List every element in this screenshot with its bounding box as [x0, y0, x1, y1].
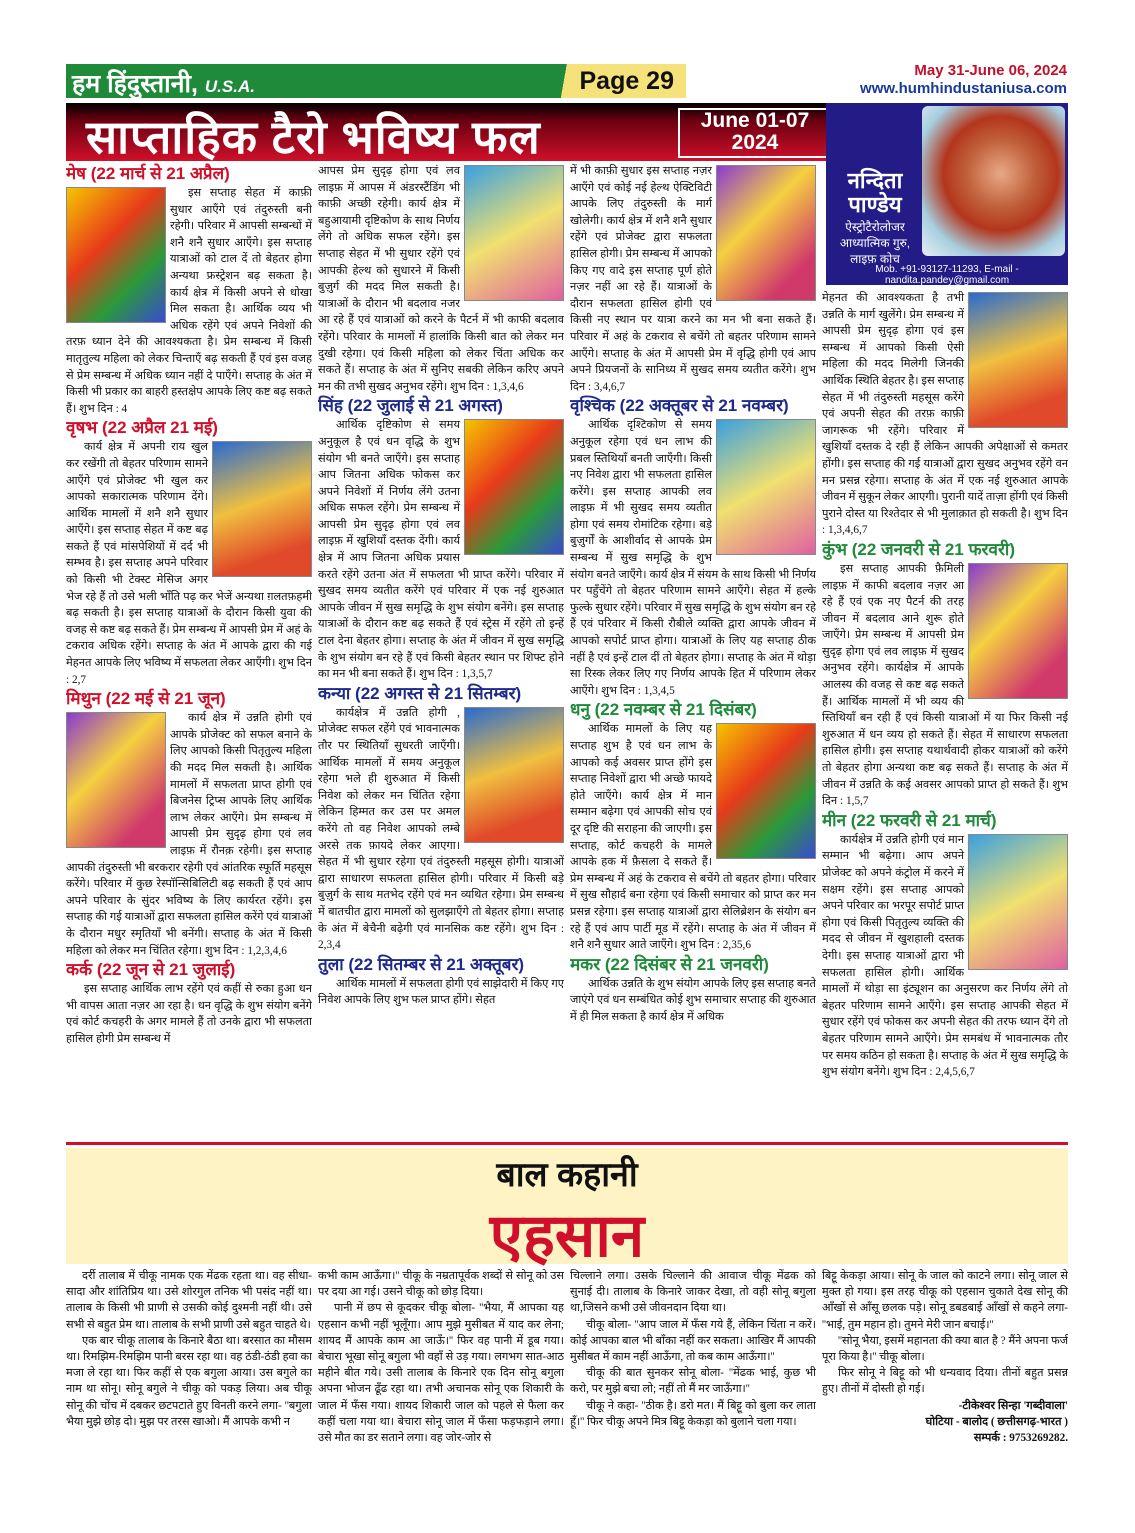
author-profile — [826, 103, 1068, 285]
masthead-bar — [66, 64, 686, 98]
brand-name — [72, 66, 255, 100]
horoscope-text — [66, 439, 312, 688]
horoscope-text — [318, 976, 564, 1009]
horoscope-text — [822, 832, 1068, 1081]
author-photo — [922, 106, 1065, 256]
tarot-card-icon — [212, 441, 312, 577]
horoscope-text — [570, 417, 816, 699]
tarot-card-icon — [464, 707, 564, 843]
tarot-card-icon — [968, 834, 1068, 970]
horoscope-text — [822, 290, 1068, 539]
horoscope-column — [318, 163, 564, 1138]
horoscope-text-body: कार्यक्षेत्र में उन्नति होगी एवं मान सम्मान भी बढ़ेगा। आप अपने प्रोजेक्ट को अपने कंट्रोल में करने में सक्षम रहेंगे। इस सप्ताह आपको अपने परिवार का भरपूर सपोर्ट प्राप्त होगा एवं किसी पितृतुल्य व्यक्ति की मदद से जीवन में खुशहाली दस्तक देगी। इस सप्ताह यात्राओं द्वारा भी सफलता हासिल होगी। आर्थिक मामलों में थोड़ा सा इंट्यूशन का अनुसरण कर निर्णय लेंगे तो बेहतर परिणाम सामने आएँगे। इस सप्ताह आपकी सेहत में सुधार रहेंगे एवं फोकस कर अपनी सेहत की तरफ ध्यान देंगे तो बेहतर परिणाम सामने आएँगे। प्रेम समबंध में भावनात्मक तौर पर समय कठिन हो सकता है। सप्ताह के अंत में सुख समृद्धि के शुभ संयोग बनेंगे। शुभ दिन : 2,4,5,6,7 — [822, 833, 1068, 1079]
story-paragraph: एक बार चीकू तालाब के किनारे बैठा था। बरसात का मौसम था। रिमझिम-रिमझिम पानी बरस रहा था। वह ठंडी-ठंडी हवा का मजा ले रहा था। फिर कहीं से एक बगुला आया। उस बगुले का नाम था सोनू। सोनू बगुले ने चीकू को पकड़ लिया। अब चीकू सोनू की चोंच में दबकर छटपटाते हुए विनती करने लगा- ''बगुला भैया मुझे छोड़ दो। मुझ पर तरस खाओ। मैं आपके कभी न — [66, 1334, 312, 1428]
story-column — [318, 1268, 564, 1480]
tarot-card-icon — [716, 419, 816, 555]
author-name — [830, 169, 920, 217]
horoscope-text — [318, 705, 564, 954]
zodiac-heading: कुंभ (22 जनवरी से 21 फरवरी) — [822, 539, 1015, 559]
horoscope-text — [570, 721, 816, 953]
horoscope-column — [66, 163, 312, 1138]
horoscope-text-body: कार्य क्षेत्र में अपनी राय खुल कर रखेंगी तो बेहतर परिणाम सामने आएँगे एवं प्रोजेक्ट भी खुल कर आपको सकारात्मक परिणाम देंगे। आर्थिक मामलों में शनै शनै सुधार आएँगे। इस सप्ताह सेहत में कष्ट बढ़ सकते हैं एवं मांसपेशियों में दर्द भी सम्भव है। इस सप्ताह अपने परिवार को किसी भी टेक्स्ट मेसिज अगर भेज रहे हैं तो उसे भली भाँति पढ़ कर भेजें अन्यथा ग़लतफ़हमी बढ़ सकती है। इस सप्ताह यात्राओं के दौरान किसी युवा की वजह से कष्ट बढ़ सकते हैं। प्रेम सम्बन्ध में आपसी प्रेम में अहं के टकराव अधिक रहेंगे। सप्ताह के अंत में आपके द्वारा की गई मेहनत आपके लिए भविष्य में सफलता लेकर आएँगी। शुभ दिन : 2,7 — [66, 441, 312, 686]
story-title: एहसान — [489, 1202, 645, 1269]
tarot-card-icon — [66, 712, 166, 848]
zodiac-heading: वृषभ (22 अप्रैल 21 मई) — [66, 418, 218, 438]
section-divider — [66, 1142, 1068, 1145]
author-role: ऐस्ट्रोटैरोलोजर — [845, 220, 905, 234]
zodiac-heading: मेष (22 मार्च से 21 अप्रैल) — [66, 164, 230, 183]
tarot-card-icon — [968, 292, 1068, 428]
horoscope-text — [822, 561, 1068, 810]
zodiac-heading: वृश्चिक (22 अक्तूबर से 21 नवम्बर) — [570, 396, 789, 416]
story-header — [66, 1148, 1068, 1269]
tarot-card-icon — [464, 419, 564, 555]
horoscope-text-body: आर्थिक दृश्टिकोण से समय अनुकूल रहेगा एवं धन लाभ की प्रबल स्तिथियाँ बनती जाएँगी। किसी नए निवेश द्वारा भी सफलता हासिल करेंगे। इस सप्ताह आपकी लव लाइफ़ में भी सुखद समय व्यतीत होगा एवं समय रोमांटिक रहेगा। बड़े बुज़ुर्गों के आशीर्वाद से आपके प्रेम सम्बन्ध में सुख समृद्धि के शुभ संयोग बनते जाएँगे। कार्य क्षेत्र में संयम के साथ किसी भी निर्णय पर पहुँचेंगे तो बेहतर परिणाम सामने आएँगे। सेहत में हल्के फुल्के सुधार रहेंगे। परिवार में सुख समृद्धि के शुभ संयोग बन रहे हैं एवं परिवार में किसी रौबीले व्यक्ति द्वारा आपके जीवन में आपको सपोर्ट प्राप्त होगा। यात्राओं के लिए यह सप्ताह ठीक नहीं है एवं इन्हें टाल दीं तो बेहतर होगा। सप्ताह के अंत में थोड़ा सा रिस्क लेकर लिए गए निर्णय आपके हित में परिणाम लेकर आएँगे। शुभ दिन : 1,3,4,5 — [570, 419, 816, 697]
page-title: साप्ताहिक टैरो भविष्य फल — [86, 111, 541, 163]
story-paragraph: चीकू की बात सुनकर सोनू बोला- ''मेंढक भाई, कुछ भी करो, पर मुझे बचा लो; नहीं तो मैं मर जाऊँगा।'' — [570, 1367, 816, 1396]
author-role: आध्यात्मिक गुरु, — [839, 236, 911, 250]
week-year: 2024 — [731, 131, 779, 154]
story-paragraph: चीकू ने कहा- ''ठीक है। डरो मत। मैं बिट्टू को बुला कर लाता हूँ।'' फिर चीकू अपने मित्र बिट्टू केकड़ा को बुलाने चला गया। — [570, 1399, 816, 1428]
story-kicker: बाल कहानी — [496, 1156, 638, 1194]
horoscope-text-body: कार्यक्षेत्र में उन्नति होगी , प्रोजेक्ट सफल रहेंगे एवं भावनात्मक तौर पर स्थितियाँ सुधरती जाएँगी। आर्थिक मामलों में समय अनुकूल रहेगा भले ही शुरुआत में किसी निवेश को लेकर मन चिंतित रहेगा लेकिन हिम्मत कर उस पर अमल करेंगे तो वह निवेश आपको लम्बे अरसे तक फ़ायदे लेकर आएगा। सेहत में भी सुधार रहेगा एवं तंदुरुस्ती महसूस होगी। यात्राओं द्वारा साधारण सफलता हासिल होगी। परिवार में किसी बड़े बुज़ुर्ग के साथ मतभेद रहेंगे एवं मन व्यथित रहेगा। प्रेम सम्बन्ध में बातचीत द्वारा मामलों को सुलझाएँगे तो बेहतर होगा। सप्ताह के अंत में बेचैनी बढ़ेगी एवं मानसिक कष्ट रहेंगे। शुभ दिन : 2,3,4 — [318, 706, 564, 952]
tarot-card-icon — [464, 165, 564, 301]
zodiac-heading: तुला (22 सितम्बर से 21 अक्तूबर) — [318, 954, 525, 974]
horoscope-text-body: आपस प्रेम सुदृढ़ होगा एवं लव लाइफ़ में आपस में अंडरस्टैंडिंग भी काफ़ी अच्छी रहेगी। कार्य क्षेत्र में बहुआयामी दृष्टिकोण के साथ निर्णय लेंगे तो अधिक सफल रहेंगे। इस सप्ताह सेहत में भी सुधार रहेंगे एवं आपकी हेल्थ को सुधारने में किसी बुज़ुर्ग की मदद मिल सकती है। यात्राओं के दौरान भी बदलाव नजर आ रहे हैं एवं यात्राओं को करने के पैटर्न में भी काफी बदलाव रहेंगे। परिवार के मामलों में हालांकि किसी बात को लेकर मन दुखी रहेगा। एवं किसी महिला को लेकर चिंता अधिक कर सकते हैं। सप्ताह के अंत में सुनिए सबकी लेकिन करिए अपने मन की तभी सुखद अनुभव रहेंगे। शुभ दिन : 1,3,4,6 — [318, 165, 564, 393]
tarot-card-icon — [66, 187, 166, 323]
author-contact: Mob. +91-93127-11293, E-mail - nandita.pandey@gmail.com — [875, 264, 1019, 286]
tarot-card-icon — [716, 723, 816, 859]
zodiac-heading: मिथुन (22 मई से 21 जून) — [66, 689, 226, 709]
story-paragraph: चिल्लाने लगा। उसके चिल्लाने की आवाज चीकू मेंढक को सुनाई दी। तालाब के किनारे जाकर देखा, तो वही सोनू बगुला था,जिसने कभी उसे जीवनदान दिया था। — [570, 1270, 816, 1315]
page-number: Page 29 — [579, 67, 674, 95]
tarot-card-icon — [716, 165, 816, 301]
week-range: June 01-07 — [700, 109, 810, 132]
horoscope-text-body: इस सप्ताह आर्थिक लाभ रहेंगे एवं कहीं से रुका हुआ धन भी वापस आता नज़र आ रहा है। धन वृद्धि के शुभ संयोग बनेंगे एवं कोर्ट कचहरी के अगर मामले हैं तो उनके द्वारा भी सफलता हासिल होगी प्रेम सम्बन्ध में — [66, 983, 312, 1045]
zodiac-heading: मीन (22 फरवरी से 21 मार्च) — [822, 810, 997, 830]
author-role: लाइफ़ कोच — [850, 252, 900, 266]
story-column — [822, 1268, 1068, 1480]
horoscope-text-body: आर्थिक दृष्टिकोण से समय अनुकूल है एवं धन वृद्धि के शुभ संयोग भी बनते जाएँगे। इस सप्ताह आप जितना अधिक फोकस कर अपने निवेशों में निर्णय लेंगे उतना अधिक सफल रहेंगे। प्रेम सम्बन्ध में आपसी प्रेम सुदृढ़ होगा एवं लव लाइफ़ में खुशियाँ दस्तक देंगी। कार्य क्षेत्र में आप जितना अधिक प्रयास करते रहेंगे उतना अंत में सफलता भी प्राप्त करेंगे। परिवार में सुखद समय व्यतीत करेंगे एवं परिवार में एक नई शुरुआत आपके जीवन में सुख समृद्धि के शुभ संयोग बनेंगे। इस सप्ताह यात्राओं के दौरान कष्ट बढ़ सकते हैं एवं स्ट्रेस में रहेंगे तो इन्हें टाल देना बेहतर होगा। सप्ताह के अंत में जीवन में सुख समृद्धि के शुभ संयोग बन रहे हैं एवं किसी बेहतर स्थान पर शिफ्ट होने का मन भी बना सकते हैं। शुभ दिन : 1,3,5,7 — [318, 419, 564, 681]
story-column — [66, 1268, 312, 1480]
author-roles — [828, 219, 922, 267]
horoscope-banner — [66, 103, 912, 161]
zodiac-heading: कन्या (22 अगस्त से 21 सितम्बर) — [318, 683, 522, 703]
story-paragraph: पानी में छप से कूदकर चीकू बोला- ''भैया, मैं आपका यह एहसान कभी नहीं भूलूँगा। आप मुझे मुसीबत में याद कर लेना; शायद मैं आपके काम आ जाऊँ।'' फिर वह पानी में डूब गया। बेचारा भूखा सोनू बगुला भी वहाँ से उड़ गया। लगभग सात-आठ महीने बीत गये। उसी तालाब के किनारे एक दिन सोनू बगुला अपना भोजन ढूँढ रहा था। तभी अचानक सोनू एक शिकारी के जाल में फँस गया। शायद शिकारी जाल को पहले से फैला कर कहीं चला गया था। बेचारा सोनू जाल में फँसा फड़फड़ाने लगा। उसे मौत का डर सताने लगा। वह जोर-जोर से — [318, 1302, 564, 1445]
zodiac-heading: मकर (22 दिसंबर से 21 जनवरी) — [570, 954, 769, 974]
story-signature-author: -टीकेश्वर सिन्हा 'गब्दीवाला' — [958, 1399, 1068, 1412]
horoscope-text-body: आर्थिक उन्नति के शुभ संयोग आपके लिए इस सप्ताह बनते जाएंगे एवं धन सम्बंधित कोई शुभ समाचार सप्ताह की शुरुआत में ही मिल सकता है कार्य क्षेत्र में अधिक — [570, 977, 816, 1023]
story-column — [570, 1268, 816, 1480]
issue-date: May 31-June 06, 2024 — [914, 62, 1067, 79]
horoscope-text — [570, 976, 816, 1026]
horoscope-text — [570, 163, 816, 395]
zodiac-heading: कर्क (22 जून से 21 जुलाई) — [66, 960, 236, 980]
horoscope-text — [318, 163, 564, 395]
website-link[interactable]: www.humhindustaniusa.com — [860, 80, 1067, 97]
story-paragraph: दर्री तालाब में चीकू नामक एक मेंढक रहता था। वह सीधा-सादा और शांतिप्रिय था। उसे शोरगुल तनिक भी पसंद नहीं था। तालाब के किसी भी प्राणी से उसकी कोई दुश्मनी नहीं थी। उसे सभी से बहुत प्रेम था। तालाब के सभी प्राणी उसे बहुत चाहते थे। — [66, 1270, 312, 1331]
story-paragraph: फिर सोनू ने बिट्टू को भी धन्यवाद दिया। तीनों बहुत प्रसन्न हुए। तीनों में दोस्ती हो गई। — [822, 1367, 1068, 1396]
horoscope-column — [570, 163, 816, 1138]
story-signature-contact: सम्पर्क : 9753269282. — [973, 1432, 1068, 1445]
horoscope-text-body: आर्थिक मामलों में सफलता होगी एवं साझेदारी में किए गए निवेश आपके लिए शुभ फल प्राप्त होंगे। सेहत — [318, 977, 564, 1007]
author-first-name: नन्दिता — [847, 168, 903, 193]
story-paragraph: कभी काम आऊँगा।'' चीकू के नम्रतापूर्वक शब्दों से सोनू को उस पर दया आ गई। उसने चीकू को छोड़ दिया। — [318, 1270, 564, 1299]
horoscope-text-body: इस सप्ताह आपकी फ़ैमिली लाइफ़ में काफी बदलाव नज़र आ रहे हैं एवं एक नए पैटर्न की तरह जीवन में बदलाव आने शुरू होते जाएँगे। प्रेम सम्बन्ध में आपसी प्रेम सुदृढ़ होगा एवं लव लाइफ़ में सुखद अनुभव रहेंगे। कार्यक्षेत्र में आपके आलस्य की वजह से कष्ट बढ़ सकते हैं। आर्थिक मामलों में भी व्यय की स्तिथियाँ बन रही हैं एवं किसी यात्राओं में या फिर किसी नई शुरुआत में धन व्यय हो सकते हैं। सेहत में साधारण सफलता हासिल होगी। इस सप्ताह यथार्थवादी होकर यात्राओं को करेंगे तो बेहतर होगा अन्यथा कष्ट बढ़ सकते हैं। सप्ताह के अंत में जीवन में उन्नति के कई अवसर आपको प्राप्त हो सकते हैं। शुभ दिन : 1,5,7 — [822, 562, 1068, 808]
tarot-card-icon — [968, 563, 1068, 699]
horoscope-text — [66, 981, 312, 1047]
horoscope-text — [318, 417, 564, 683]
horoscope-text-body: आर्थिक मामलों के लिए यह सप्ताह शुभ है एवं धन लाभ के आपको कई अवसर प्राप्त होंगे इस सप्ताह निवेशों द्वारा भी अच्छे फायदे होते जाएँगे। कार्य क्षेत्र में मान सम्मान बढ़ेगा एवं आपकी सोच एवं दूर दृष्टि की सराहना की जाएगी। इस सप्ताह, कोर्ट कचहरी के मामले आपके हक में फ़ैसला दे सकते हैं। प्रेम सम्बन्ध में अहं के टकराव से बचेंगे तो बहतर होगा। परिवार में सुख सौहार्द बना रहेगा एवं किसी समाचार को प्राप्त कर मन प्रसन्न रहेगा। इस सप्ताह यात्राओं द्वारा सेलिब्रेशन के संयोग बन रहे हैं एवं आप पार्टी मूड में रहेंगे। सप्ताह के अंत में जीवन में शनै शनै सुधार आते जाएँगे। शुभ दिन : 2,35,6 — [570, 723, 816, 952]
story-signature-place: घोटिया - बालोद ( छत्तीसगढ़-भारत ) — [925, 1415, 1068, 1428]
horoscope-text — [66, 185, 312, 417]
horoscope-text — [66, 710, 312, 959]
horoscope-text-body: कार्य क्षेत्र में उन्नति होगी एवं आपके प्रोजेक्ट को सफल बनाने के लिए आपको किसी पितृतुल्य महिला की मदद मिल सकती है। आर्थिक मामलों में सफलता प्राप्त होगी एवं बिजनेस ट्रिप्स आपके लिए आर्थिक लाभ लेकर आएँगे। प्रेम सम्बन्ध में आपसी प्रेम सुदृढ़ होगा एवं लव लाइफ़ में रौनक़ रहेगी। इस सप्ताह आपकी तंदुरुस्ती भी बरकरार रहेगी एवं आंतरिक स्फूर्ति महसूस करेंगे। परिवार में कुछ रेस्पॉन्सिबिलिटी बढ़ सकती हैं एवं आप अपने परिवार के सुंदर भविष्य के लिए कार्यरत रहेंगे। इस सप्ताह की गई यात्राओं द्वारा सफलता हासिल करेंगे एवं यात्राओं के दौरान मधुर स्मृतियाँ भी बनेंगी। सप्ताह के अंत में किसी महिला को लेकर मन चिंतित रहेगा। शुभ दिन : 1,2,3,4,6 — [66, 712, 312, 957]
zodiac-heading: सिंह (22 जुलाई से 21 अगस्त) — [318, 396, 503, 416]
horoscope-column — [822, 290, 1068, 1138]
story-paragraph: बिट्टू केकड़ा आया। सोनू के जाल को काटने लगा। सोनू जाल से मुक्त हो गया। इस तरह चीकू को एहसान चुकाते देख सोनू की आँखों से आँसू छलक पड़े। सोनू डबडबाई आँखों से कहने लगा- ''भाई, तुम महान हो। तुमने मेरी जान बचाई।'' — [822, 1270, 1068, 1331]
brand-text: हम हिंदुस्तानी, — [72, 70, 198, 98]
author-last-name: पाण्डेय — [848, 192, 902, 217]
zodiac-heading: धनु (22 नवम्बर से 21 दिसंबर) — [570, 700, 757, 720]
brand-suffix: U.S.A. — [204, 77, 255, 96]
horoscope-text-body: मेहनत की आवश्यकता है तभी उन्नति के मार्ग खुलेंगे। प्रेम सम्बन्ध में आपसी प्रेम सुदृढ़ होगा एवं इस सम्बन्ध में आपको किसी ऐसी महिला की मदद मिलेगी जिनकी आर्थिक स्थिति बेहतर है। इस सप्ताह सेहत में भी तंदुरुस्ती महसूस करेंगे एवं अपनी सेहत की तरफ़ काफ़ी जागरूक भी रहेंगे। परिवार में खुशियाँ दस्तक दे रही हैं लेकिन आपकी अपेक्षाओं से कमतर होंगी। इस सप्ताह की गई यात्राओं द्वारा सुखद अनुभव रहेंगे वन मन प्रसन्न रहेगा। सप्ताह के अंत में एक नई शुरुआत आपके जीवन में सुकून लेकर आएगी। पुरानी यादें ताज़ा होंगी एवं किसी पुराने दोस्त या रिश्तेदार से भी मुलाक़ात हो सकती है। शुभ दिन : 1,3,4,6,7 — [822, 292, 1068, 537]
horoscope-text-body: इस सप्ताह सेहत में काफ़ी सुधार आएँगे एवं तंदुरुस्ती बनी रहेगी। परिवार में आपसी सम्बन्धों में शनै शनै सुधार आएँगे। इस सप्ताह यात्राओं को टाल दें तो बेहतर होगा अन्यथा फ्रस्ट्रेशन बढ़ सकता है। कार्य क्षेत्र में किसी अपने से धोखा मिल सकता है। आर्थिक व्यय भी अधिक रहेंगे एवं अपने निवेशों की तरफ़ ध्यान देने की आवश्यकता है। प्रेम सम्बन्ध में किसी मातृतुल्य महिला को लेकर चिन्ताएँ बढ़ सकती हैं एवं इस वजह से प्रेम सम्बन्ध में अधिक ध्यान नहीं दे पाएँगे। सप्ताह के अंत में किसी भी प्रकार का बाहरी हस्तक्षेप आपके लिए कष्ट बढ़ सकते हैं। शुभ दिन : 4 — [66, 187, 312, 415]
story-paragraph: चीकू बोला- ''आप जाल में फँस गये हैं, लेकिन चिंता न करें। कोई आपका बाल भी बाँका नहीं कर सकता। आखिर मैं आपकी मुसीबत में काम नहीं आऊँगा, तो कब काम आऊँगा।'' — [570, 1318, 816, 1364]
week-box — [678, 108, 832, 158]
story-paragraph: ''सोनू भैया, इसमें महानता की क्या बात है ? मैंने अपना फर्ज पूरा किया है।'' चीकू बोला। — [822, 1334, 1068, 1364]
horoscope-text-body: में भी काफ़ी सुधार इस सप्ताह नज़र आएँगे एवं कोई नई हेल्थ ऐक्टिविटी आपके लिए तंदुरुस्ती के मार्ग खोलेगी। कार्य क्षेत्र में शनै शनै सुधार रहेंगे एवं प्रोजेक्ट द्वारा सफलता हासिल होगी। प्रेम सम्बन्ध में आपको किए गए वादे इस सप्ताह पूर्ण होते नज़र नहीं आ रहे हैं। यात्राओं के दौरान सफलता हासिल होगी एवं किसी नए स्थान पर यात्रा करने का मन भी बना सकते हैं। परिवार में अहं के टकराव से बचेंगे तो बहतर परिणाम सामने आएँगे। सप्ताह के अंत में आपसी प्रेम में वृद्धि होगी एवं आप अपने प्रियजनों के सानिध्य में सुखद समय व्यतीत करेंगे। शुभ दिन : 3,4,6,7 — [570, 165, 816, 393]
